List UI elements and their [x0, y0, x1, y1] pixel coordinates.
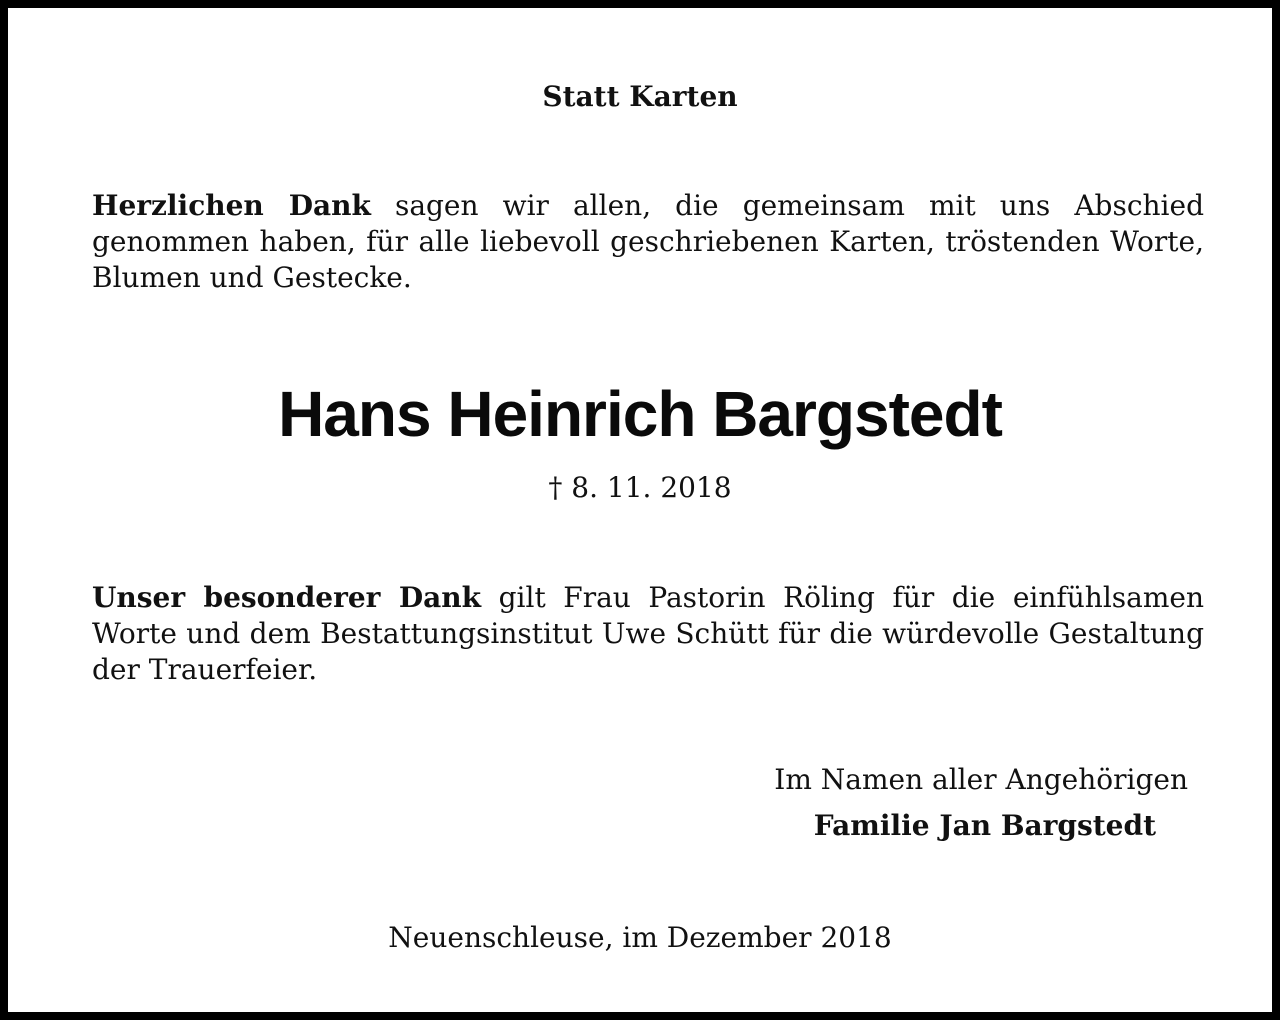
special-thanks-lead: Unser besonderer Dank: [92, 581, 482, 614]
signoff-line: Im Namen aller Angehörigen: [774, 763, 1188, 796]
special-thanks-text: gilt Frau Pastorin Röling für die einfühlsamen Worte und dem Bestattungsinstitut Uwe Schütt für die würdevolle Gestaltung der Trauerfeier.: [92, 581, 1204, 686]
thanks-lead: Herzlichen Dank: [92, 189, 371, 222]
death-date: † 8. 11. 2018: [548, 471, 732, 504]
place-and-date: Neuenschleuse, im Dezember 2018: [388, 921, 892, 954]
family-signature: Familie Jan Bargstedt: [813, 809, 1156, 842]
thanks-paragraph: [92, 188, 1204, 296]
notice-header: Statt Karten: [542, 80, 738, 113]
special-thanks-paragraph: [92, 580, 1204, 688]
thanks-text: sagen wir allen, die gemeinsam mit uns Abschied genommen haben, für alle liebevoll geschriebenen Karten, tröstenden Worte, Blumen und Gestecke.: [92, 189, 1204, 294]
deceased-name: Hans Heinrich Bargstedt: [278, 378, 1002, 450]
